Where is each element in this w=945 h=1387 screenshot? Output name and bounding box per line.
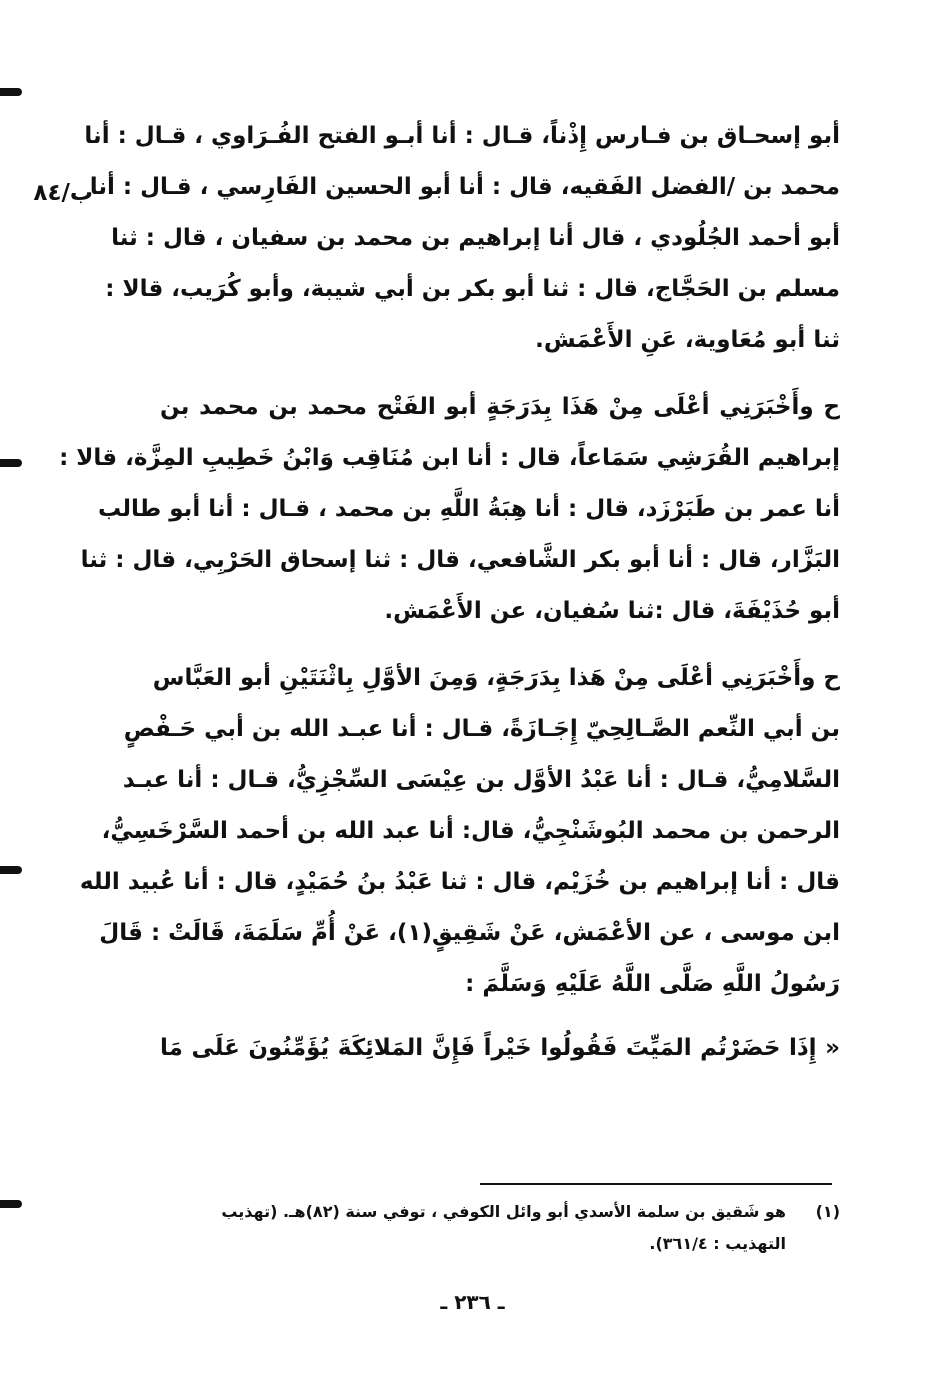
paragraph-4 (160, 1023, 840, 1074)
text-line: أبو إسحـاق بن فـارس إِذْناً، قـال : أنا أبـو الفتح الفُـرَاوي ، قـال : أنا (84, 123, 840, 149)
text-line: مسلم بن الحَجَّاج، قال : ثنا أبو بكر بن أبي شيبة، وأبو كُرَيب، قالا : (105, 276, 840, 302)
paragraph-2 (59, 382, 840, 637)
text-line: ح وأَخْبَرَنِي أعْلَى مِنْ هَذَا بِدَرَجَةٍ أبو الفَتْح محمد بن محمد بن (160, 394, 840, 420)
footnote (160, 1196, 840, 1260)
text-line: أنا عمر بن طَبَرْزَد، قال : أنا هِبَةُ اللَّهِ بن محمد ، قـال : أنا أبو طالب (97, 496, 840, 522)
paragraph-3 (79, 653, 840, 1010)
paragraph-1 (84, 111, 840, 366)
margin-folio-note: ب/٨٤ (33, 180, 93, 206)
text-line: ثنا أبو مُعَاوية، عَنِ الأَعْمَش. (535, 327, 840, 353)
text-line: بن أبي النِّعم الصَّـالِحِيّ إِجَـازَةً، قـال : أنا عبـد الله بن أبي حَـفْصٍ (123, 716, 840, 742)
text-line: أبو حُذَيْفَةَ، قال :ثنا سُفيان، عن الأَعْمَش. (384, 598, 840, 624)
footnote-divider (480, 1183, 832, 1185)
text-line: أبو أحمد الجُلُودي ، قال أنا إبراهيم بن محمد بن سفيان ، قال : ثنا (111, 225, 840, 251)
text-line: السَّلامِيُّ، قـال : أنا عَبْدُ الأوَّل بن عِيْسَى السِّجْزِيُّ، قـال : أنا عبـد (122, 767, 840, 793)
binding-mark (0, 866, 22, 874)
text-line: « إِذَا حَضَرْتُم المَيِّتَ فَقُولُوا خَيْراً فَإِنَّ المَلائِكَةَ يُؤَمِّنُونَ عَلَى مَا (160, 1035, 840, 1061)
binding-mark (0, 1200, 22, 1208)
text-line: إبراهيم القُرَشِي سَمَاعاً، قال : أنا ابن مُنَاقِب وَابْنُ خَطِيبِ المِزَّة، قالا : (59, 445, 840, 471)
binding-mark (0, 459, 22, 467)
text-line: الرحمن بن محمد البُوشَنْجِيُّ، قال: أنا عبد الله بن أحمد السَّرْخَسِيُّ، (101, 818, 840, 844)
text-line: محمد بن /الفضل الفَقيه، قال : أنا أبو الحسين الفَارِسي ، قـال : أنا (89, 174, 840, 200)
footnote-number: (١) (815, 1202, 840, 1221)
text-line: رَسُولُ اللَّهِ صَلَّى اللَّهُ عَلَيْهِ وَسَلَّمَ : (465, 971, 840, 997)
text-line: البَزَّار، قال : أنا أبو بكر الشَّافعي، قال : ثنا إسحاق الحَرْبِي، قال : ثنا (80, 547, 840, 573)
text-line: قال : أنا إبراهيم بن خُزَيْم، قال : ثنا عَبْدُ بنُ حُمَيْدٍ، قال : أنا عُبيد الله (79, 869, 840, 895)
binding-mark (0, 88, 22, 96)
page-number: ـ ٢٣٦ ـ (440, 1290, 505, 1314)
text-line: ح وأَخْبَرَنِي أعْلَى مِنْ هَذا بِدَرَجَةٍ، وَمِنَ الأوَّلِ بِاثْنَتَيْنِ أبو العَبَّاس (152, 665, 840, 691)
footnote-text: هو شَقيق بن سلمة الأسدي أبو وائل الكوفي ، توفي سنة (٨٢)هـ. (تهذيب التهذيب : ٣٦١/٤). (221, 1202, 786, 1253)
text-line: ابن موسى ، عن الأعْمَش، عَنْ شَقِيقٍ(١)، عَنْ أُمِّ سَلَمَةَ، قَالَتْ : قَالَ (99, 920, 840, 946)
